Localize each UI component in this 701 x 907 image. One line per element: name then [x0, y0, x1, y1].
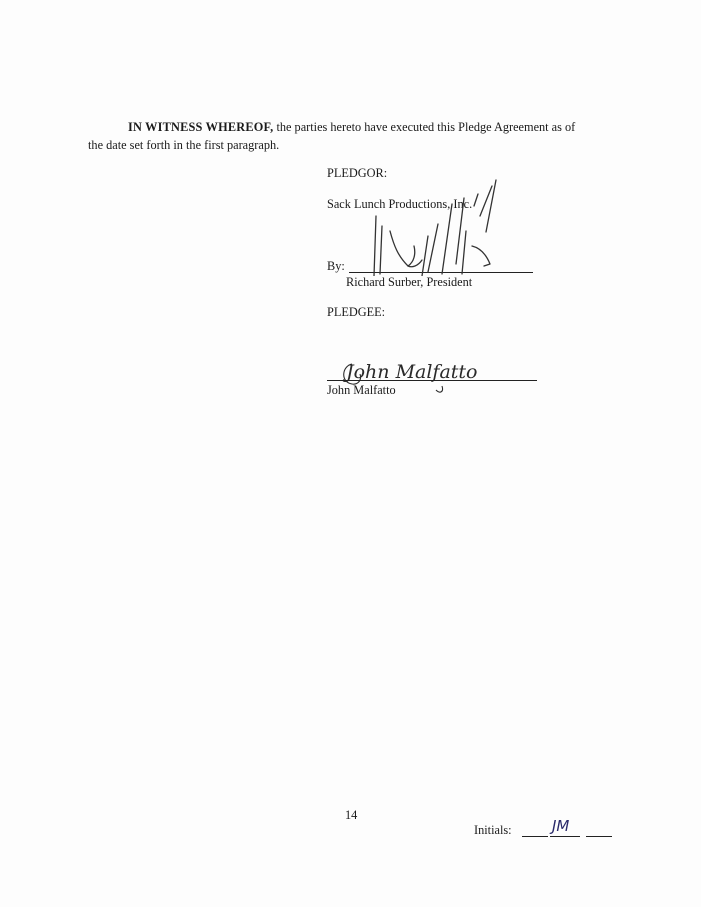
initials-mark: JM: [552, 817, 570, 835]
initials-blank-2: [550, 836, 580, 837]
pledgee-label: PLEDGEE:: [327, 305, 386, 319]
page-number: 14: [345, 808, 358, 822]
witness-line2: the date set forth in the first paragraph.: [88, 138, 280, 152]
pledgee-name: John Malfatto: [327, 383, 396, 397]
by-label: By:: [327, 259, 345, 273]
pledgor-label: PLEDGOR:: [327, 166, 388, 180]
pledgor-signer-name: Richard Surber, President: [346, 275, 473, 289]
witness-lead: IN WITNESS WHEREOF,: [128, 120, 274, 134]
initials-block: [474, 817, 614, 843]
initials-blank-3: [586, 836, 612, 837]
initials-label: Initials:: [474, 823, 512, 837]
pledgee-signature-rule: [327, 380, 537, 381]
pledgee-signature-script: John Malfatto: [346, 361, 478, 383]
pledgor-signature-mark: [368, 176, 508, 276]
pledgor-company: Sack Lunch Productions, Inc.: [327, 197, 473, 211]
witness-clause: [88, 118, 618, 154]
witness-line1: the parties hereto have executed this Pledge Agreement as of: [273, 120, 576, 134]
initials-blank-1: [522, 836, 548, 837]
